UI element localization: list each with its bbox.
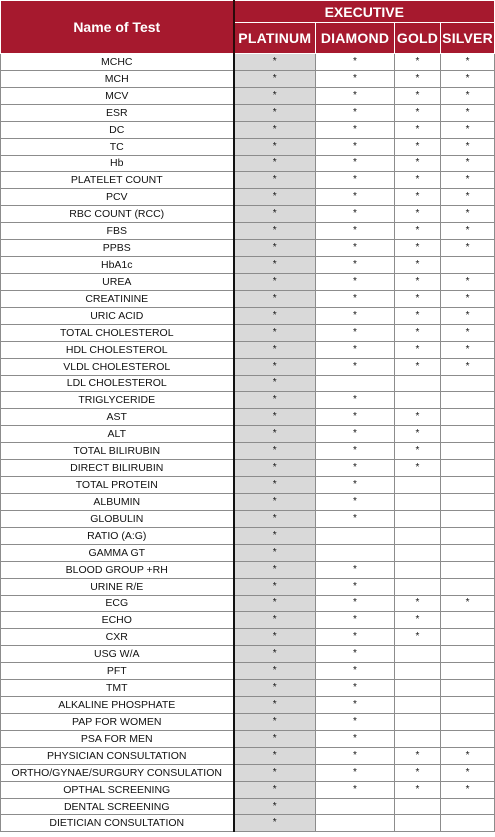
test-name: RATIO (A:G) [1, 527, 234, 544]
table-row [1, 87, 495, 104]
mark-cell-gold [395, 578, 441, 595]
mark-cell-diamond: * [316, 612, 395, 629]
mark-cell-platinum: * [234, 544, 316, 561]
mark-cell-gold: * [395, 240, 441, 257]
test-name: PLATELET COUNT [1, 172, 234, 189]
mark-cell-silver [441, 493, 495, 510]
mark-cell-silver [441, 612, 495, 629]
mark-cell-platinum: * [234, 697, 316, 714]
mark-cell-diamond: * [316, 730, 395, 747]
mark-cell-diamond: * [316, 189, 395, 206]
mark-cell-platinum: * [234, 307, 316, 324]
mark-cell-silver [441, 257, 495, 274]
table-row [1, 138, 495, 155]
table-row [1, 646, 495, 663]
mark-cell-diamond: * [316, 172, 395, 189]
mark-cell-gold: * [395, 324, 441, 341]
mark-cell-platinum: * [234, 612, 316, 629]
mark-cell-gold: * [395, 206, 441, 223]
mark-cell-gold: * [395, 443, 441, 460]
mark-cell-diamond: * [316, 443, 395, 460]
mark-cell-silver [441, 663, 495, 680]
mark-cell-silver [441, 646, 495, 663]
mark-cell-gold [395, 493, 441, 510]
test-name: VLDL CHOLESTEROL [1, 358, 234, 375]
mark-cell-silver: * [441, 189, 495, 206]
table-row [1, 612, 495, 629]
table-row [1, 240, 495, 257]
mark-cell-gold: * [395, 595, 441, 612]
mark-cell-gold: * [395, 70, 441, 87]
table-row [1, 477, 495, 494]
table-row [1, 70, 495, 87]
mark-cell-diamond: * [316, 646, 395, 663]
mark-cell-gold [395, 730, 441, 747]
test-name: USG W/A [1, 646, 234, 663]
mark-cell-diamond: * [316, 409, 395, 426]
mark-cell-silver: * [441, 595, 495, 612]
mark-cell-platinum: * [234, 223, 316, 240]
mark-cell-platinum: * [234, 646, 316, 663]
mark-cell-gold [395, 544, 441, 561]
mark-cell-diamond: * [316, 561, 395, 578]
mark-cell-silver: * [441, 307, 495, 324]
table-row [1, 375, 495, 392]
mark-cell-platinum: * [234, 375, 316, 392]
mark-cell-silver [441, 527, 495, 544]
mark-cell-gold: * [395, 138, 441, 155]
mark-cell-diamond: * [316, 223, 395, 240]
mark-cell-diamond: * [316, 290, 395, 307]
mark-cell-silver: * [441, 240, 495, 257]
mark-cell-platinum: * [234, 443, 316, 460]
mark-cell-silver: * [441, 324, 495, 341]
mark-cell-silver [441, 561, 495, 578]
test-name: TOTAL CHOLESTEROL [1, 324, 234, 341]
mark-cell-gold [395, 375, 441, 392]
mark-cell-platinum: * [234, 815, 316, 832]
table-row [1, 341, 495, 358]
mark-cell-diamond: * [316, 663, 395, 680]
mark-cell-platinum: * [234, 629, 316, 646]
table-row [1, 544, 495, 561]
mark-cell-diamond: * [316, 87, 395, 104]
test-name: MCHC [1, 54, 234, 71]
mark-cell-platinum: * [234, 561, 316, 578]
mark-cell-platinum: * [234, 206, 316, 223]
mark-cell-diamond: * [316, 257, 395, 274]
test-name: OPTHAL SCREENING [1, 781, 234, 798]
mark-cell-gold: * [395, 426, 441, 443]
table-row [1, 206, 495, 223]
mark-cell-silver [441, 730, 495, 747]
mark-cell-platinum: * [234, 70, 316, 87]
mark-cell-gold: * [395, 629, 441, 646]
table-row [1, 815, 495, 832]
mark-cell-gold: * [395, 358, 441, 375]
table-row [1, 104, 495, 121]
test-name: CREATININE [1, 290, 234, 307]
mark-cell-platinum: * [234, 747, 316, 764]
mark-cell-silver [441, 629, 495, 646]
mark-cell-silver: * [441, 70, 495, 87]
mark-cell-gold: * [395, 155, 441, 172]
mark-cell-platinum: * [234, 257, 316, 274]
mark-cell-platinum: * [234, 493, 316, 510]
mark-cell-diamond: * [316, 324, 395, 341]
table-row [1, 697, 495, 714]
mark-cell-diamond: * [316, 121, 395, 138]
mark-cell-platinum: * [234, 578, 316, 595]
mark-cell-diamond: * [316, 54, 395, 71]
mark-cell-platinum: * [234, 138, 316, 155]
table-row [1, 358, 495, 375]
mark-cell-diamond: * [316, 493, 395, 510]
mark-cell-platinum: * [234, 527, 316, 544]
mark-cell-diamond: * [316, 426, 395, 443]
mark-cell-silver [441, 815, 495, 832]
mark-cell-gold [395, 663, 441, 680]
mark-cell-silver [441, 477, 495, 494]
table-row [1, 510, 495, 527]
test-name: PPBS [1, 240, 234, 257]
mark-cell-diamond: * [316, 104, 395, 121]
mark-cell-diamond [316, 815, 395, 832]
mark-cell-diamond: * [316, 240, 395, 257]
mark-cell-platinum: * [234, 426, 316, 443]
mark-cell-gold: * [395, 189, 441, 206]
table-row [1, 307, 495, 324]
tier-header-silver: SILVER [441, 23, 495, 54]
mark-cell-silver: * [441, 764, 495, 781]
mark-cell-silver: * [441, 54, 495, 71]
mark-cell-silver: * [441, 223, 495, 240]
mark-cell-diamond [316, 375, 395, 392]
mark-cell-gold [395, 646, 441, 663]
mark-cell-platinum: * [234, 510, 316, 527]
table-row [1, 273, 495, 290]
mark-cell-gold: * [395, 172, 441, 189]
table-row [1, 578, 495, 595]
table-row [1, 189, 495, 206]
mark-cell-diamond: * [316, 70, 395, 87]
mark-cell-silver: * [441, 206, 495, 223]
tier-header-diamond: DIAMOND [316, 23, 395, 54]
test-name: ECHO [1, 612, 234, 629]
mark-cell-diamond: * [316, 273, 395, 290]
table-row [1, 290, 495, 307]
mark-cell-gold: * [395, 87, 441, 104]
mark-cell-gold: * [395, 747, 441, 764]
mark-cell-gold [395, 798, 441, 815]
test-name: TOTAL PROTEIN [1, 477, 234, 494]
mark-cell-gold: * [395, 273, 441, 290]
mark-cell-platinum: * [234, 104, 316, 121]
test-name: LDL CHOLESTEROL [1, 375, 234, 392]
test-name: RBC COUNT (RCC) [1, 206, 234, 223]
mark-cell-platinum: * [234, 392, 316, 409]
mark-cell-platinum: * [234, 460, 316, 477]
mark-cell-diamond: * [316, 138, 395, 155]
table-row [1, 747, 495, 764]
table-row [1, 54, 495, 71]
mark-cell-silver: * [441, 155, 495, 172]
test-name: PHYSICIAN CONSULTATION [1, 747, 234, 764]
table-row [1, 493, 495, 510]
test-name: PSA FOR MEN [1, 730, 234, 747]
mark-cell-diamond: * [316, 713, 395, 730]
test-name: ALKALINE PHOSPHATE [1, 697, 234, 714]
test-name: HDL CHOLESTEROL [1, 341, 234, 358]
table-row [1, 257, 495, 274]
test-name: URINE R/E [1, 578, 234, 595]
test-name: TC [1, 138, 234, 155]
mark-cell-silver: * [441, 172, 495, 189]
table-row [1, 798, 495, 815]
test-name: ALT [1, 426, 234, 443]
mark-cell-diamond: * [316, 629, 395, 646]
test-name: TMT [1, 680, 234, 697]
mark-cell-gold: * [395, 54, 441, 71]
table-row [1, 324, 495, 341]
mark-cell-silver [441, 460, 495, 477]
mark-cell-diamond [316, 527, 395, 544]
mark-cell-diamond: * [316, 460, 395, 477]
mark-cell-diamond: * [316, 307, 395, 324]
mark-cell-silver [441, 375, 495, 392]
mark-cell-silver [441, 443, 495, 460]
mark-cell-platinum: * [234, 155, 316, 172]
mark-cell-platinum: * [234, 290, 316, 307]
test-name: AST [1, 409, 234, 426]
mark-cell-silver [441, 713, 495, 730]
test-name: DIETICIAN CONSULTATION [1, 815, 234, 832]
table-row [1, 155, 495, 172]
mark-cell-silver [441, 544, 495, 561]
mark-cell-platinum: * [234, 121, 316, 138]
mark-cell-silver: * [441, 273, 495, 290]
test-name: TRIGLYCERIDE [1, 392, 234, 409]
mark-cell-platinum: * [234, 358, 316, 375]
mark-cell-diamond: * [316, 697, 395, 714]
executive-header: EXECUTIVE [234, 1, 495, 23]
table-row [1, 730, 495, 747]
mark-cell-platinum: * [234, 240, 316, 257]
table-row [1, 172, 495, 189]
mark-cell-diamond [316, 798, 395, 815]
test-name: MCV [1, 87, 234, 104]
name-of-test-header: Name of Test [1, 1, 234, 54]
test-name: PFT [1, 663, 234, 680]
mark-cell-platinum: * [234, 713, 316, 730]
mark-cell-gold [395, 561, 441, 578]
mark-cell-silver [441, 426, 495, 443]
mark-cell-silver [441, 510, 495, 527]
table-row [1, 392, 495, 409]
mark-cell-silver [441, 409, 495, 426]
test-name: UREA [1, 273, 234, 290]
mark-cell-platinum: * [234, 663, 316, 680]
test-name: URIC ACID [1, 307, 234, 324]
table-row [1, 680, 495, 697]
mark-cell-diamond: * [316, 595, 395, 612]
mark-cell-gold [395, 680, 441, 697]
mark-cell-gold: * [395, 409, 441, 426]
mark-cell-silver: * [441, 138, 495, 155]
mark-cell-diamond: * [316, 680, 395, 697]
mark-cell-silver: * [441, 104, 495, 121]
test-name: DC [1, 121, 234, 138]
test-name: Hb [1, 155, 234, 172]
mark-cell-platinum: * [234, 477, 316, 494]
table-row [1, 426, 495, 443]
test-name: PAP FOR WOMEN [1, 713, 234, 730]
mark-cell-platinum: * [234, 730, 316, 747]
mark-cell-platinum: * [234, 341, 316, 358]
table-row [1, 460, 495, 477]
mark-cell-silver: * [441, 87, 495, 104]
mark-cell-silver [441, 697, 495, 714]
mark-cell-gold [395, 527, 441, 544]
test-name: ORTHO/GYNAE/SURGURY CONSULATION [1, 764, 234, 781]
mark-cell-silver: * [441, 781, 495, 798]
test-name: CXR [1, 629, 234, 646]
mark-cell-silver [441, 798, 495, 815]
table-row [1, 595, 495, 612]
mark-cell-gold: * [395, 341, 441, 358]
mark-cell-diamond: * [316, 578, 395, 595]
mark-cell-diamond: * [316, 341, 395, 358]
mark-cell-diamond: * [316, 510, 395, 527]
mark-cell-gold: * [395, 104, 441, 121]
table-row [1, 561, 495, 578]
test-name: TOTAL BILIRUBIN [1, 443, 234, 460]
mark-cell-gold [395, 713, 441, 730]
mark-cell-gold: * [395, 781, 441, 798]
test-name: BLOOD GROUP +RH [1, 561, 234, 578]
mark-cell-diamond: * [316, 781, 395, 798]
table-row [1, 713, 495, 730]
test-name: DENTAL SCREENING [1, 798, 234, 815]
test-name: ALBUMIN [1, 493, 234, 510]
mark-cell-platinum: * [234, 764, 316, 781]
table-row [1, 527, 495, 544]
test-name: GAMMA GT [1, 544, 234, 561]
mark-cell-silver: * [441, 747, 495, 764]
table-row [1, 629, 495, 646]
mark-cell-diamond: * [316, 477, 395, 494]
mark-cell-gold: * [395, 307, 441, 324]
test-rows [1, 54, 495, 832]
mark-cell-gold [395, 510, 441, 527]
mark-cell-gold: * [395, 223, 441, 240]
test-name: FBS [1, 223, 234, 240]
mark-cell-gold: * [395, 612, 441, 629]
tier-header-platinum: PLATINUM [234, 23, 316, 54]
test-name: DIRECT BILIRUBIN [1, 460, 234, 477]
table-row [1, 663, 495, 680]
test-name: ECG [1, 595, 234, 612]
mark-cell-platinum: * [234, 781, 316, 798]
mark-cell-platinum: * [234, 189, 316, 206]
mark-cell-diamond: * [316, 764, 395, 781]
mark-cell-platinum: * [234, 680, 316, 697]
tier-header-gold: GOLD [395, 23, 441, 54]
table-row [1, 409, 495, 426]
mark-cell-gold [395, 392, 441, 409]
test-name: HbA1c [1, 257, 234, 274]
test-name: PCV [1, 189, 234, 206]
table-row [1, 781, 495, 798]
mark-cell-platinum: * [234, 172, 316, 189]
mark-cell-gold [395, 477, 441, 494]
mark-cell-platinum: * [234, 87, 316, 104]
mark-cell-platinum: * [234, 595, 316, 612]
mark-cell-gold [395, 815, 441, 832]
mark-cell-diamond: * [316, 155, 395, 172]
test-name: ESR [1, 104, 234, 121]
mark-cell-diamond: * [316, 747, 395, 764]
mark-cell-silver [441, 578, 495, 595]
mark-cell-diamond: * [316, 358, 395, 375]
mark-cell-silver: * [441, 121, 495, 138]
table-row [1, 443, 495, 460]
mark-cell-silver [441, 392, 495, 409]
table-row [1, 121, 495, 138]
mark-cell-platinum: * [234, 324, 316, 341]
mark-cell-platinum: * [234, 54, 316, 71]
mark-cell-platinum: * [234, 798, 316, 815]
table-row [1, 764, 495, 781]
mark-cell-gold [395, 697, 441, 714]
mark-cell-diamond: * [316, 392, 395, 409]
mark-cell-silver: * [441, 290, 495, 307]
mark-cell-gold: * [395, 290, 441, 307]
test-name: MCH [1, 70, 234, 87]
mark-cell-platinum: * [234, 409, 316, 426]
mark-cell-gold: * [395, 121, 441, 138]
mark-cell-gold: * [395, 460, 441, 477]
table-row [1, 223, 495, 240]
mark-cell-silver [441, 680, 495, 697]
mark-cell-diamond [316, 544, 395, 561]
mark-cell-platinum: * [234, 273, 316, 290]
test-name: GLOBULIN [1, 510, 234, 527]
mark-cell-silver: * [441, 341, 495, 358]
mark-cell-silver: * [441, 358, 495, 375]
mark-cell-gold: * [395, 257, 441, 274]
mark-cell-gold: * [395, 764, 441, 781]
mark-cell-diamond: * [316, 206, 395, 223]
